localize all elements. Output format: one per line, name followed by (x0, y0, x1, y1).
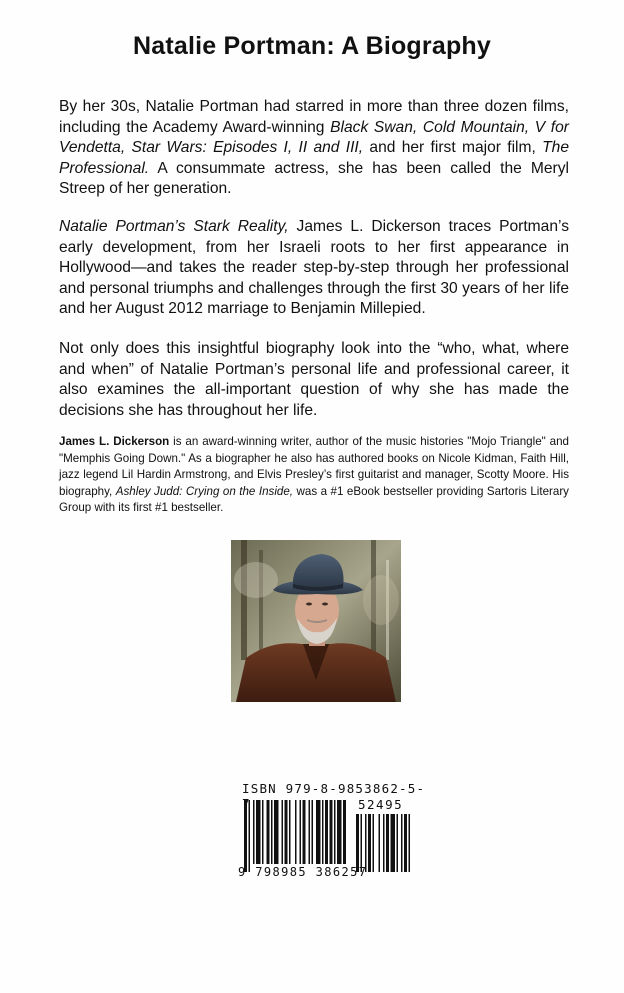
ean-number: 9 798985 386257 (238, 865, 368, 879)
author-bio-book: Ashley Judd: Crying on the Inside, (115, 484, 294, 498)
barcode-bar (391, 814, 396, 872)
barcode-bar (361, 814, 363, 872)
barcode-bar (397, 814, 399, 872)
isbn-barcode (232, 778, 426, 892)
barcode-bar (356, 814, 359, 872)
barcode-bar (401, 814, 403, 872)
description-paragraph-2 (59, 217, 569, 320)
barcode-bar (379, 814, 381, 872)
barcode-bar (383, 814, 385, 872)
price-code: 52495 (358, 797, 404, 812)
isbn-label: ISBN 979-8-9853862-5-7 (242, 781, 426, 811)
para1-mid: and her first major film, (363, 139, 543, 156)
barcode-bar (373, 814, 375, 872)
para1-intro: By her 30s, Natalie Portman had starred in more than three dozen films, including the Academy Award-winning (59, 98, 569, 136)
author-name: James L. Dickerson (59, 435, 170, 448)
barcode-bar (386, 814, 389, 872)
barcode-bar (409, 814, 411, 872)
barcode-bar (404, 814, 407, 872)
para2-text: James L. Dickerson traces Portman’s early development, from her Israeli roots to her first appearance in Hollywood—and takes the reader step-by-step through her professional and personal triumphs and challenges through the first 30 years of her life and her August 2012 marriage to Benjamin Millepied. (59, 218, 569, 317)
para1-films: Black Swan, Cold Mountain, V for Vendetta, Star Wars: Episodes I, II and III, (59, 118, 569, 156)
author-bio (59, 434, 569, 517)
author-bio-text-2: was a #1 eBook bestseller providing Sartoris Literary Group with its first #1 bestseller. (59, 484, 569, 514)
barcode-bar (365, 814, 367, 872)
para2-book-title: Natalie Portman’s Stark Reality, (59, 218, 289, 235)
description-paragraph-1 (59, 97, 569, 200)
para1-first-film: The Professional. (59, 139, 569, 177)
author-bio-text-1: is an award-winning writer, author of the music histories "Mojo Triangle" and "Memphis Going Down." As a biographer he also has authored books on Nicole Kidman, Faith Hill, jazz legend Lil Hardin Armstrong, and Elvis Presley’s first guitarist and manager, Scotty Moore. His biography, (59, 435, 569, 498)
author-portrait-image (231, 540, 401, 702)
author-photo (231, 540, 401, 702)
book-title: Natalie Portman: A Biography (133, 32, 491, 60)
para1-outro: A consummate actress, she has been called the Meryl Streep of her generation. (59, 159, 569, 197)
barcode-bar (368, 814, 371, 872)
description-paragraph-3: Not only does this insightful biography look into the “who, what, where and when” of Natalie Portman’s personal life and professional career, it also examines the all-important question of why she has made the decisions she has throughout her life. (59, 340, 569, 419)
